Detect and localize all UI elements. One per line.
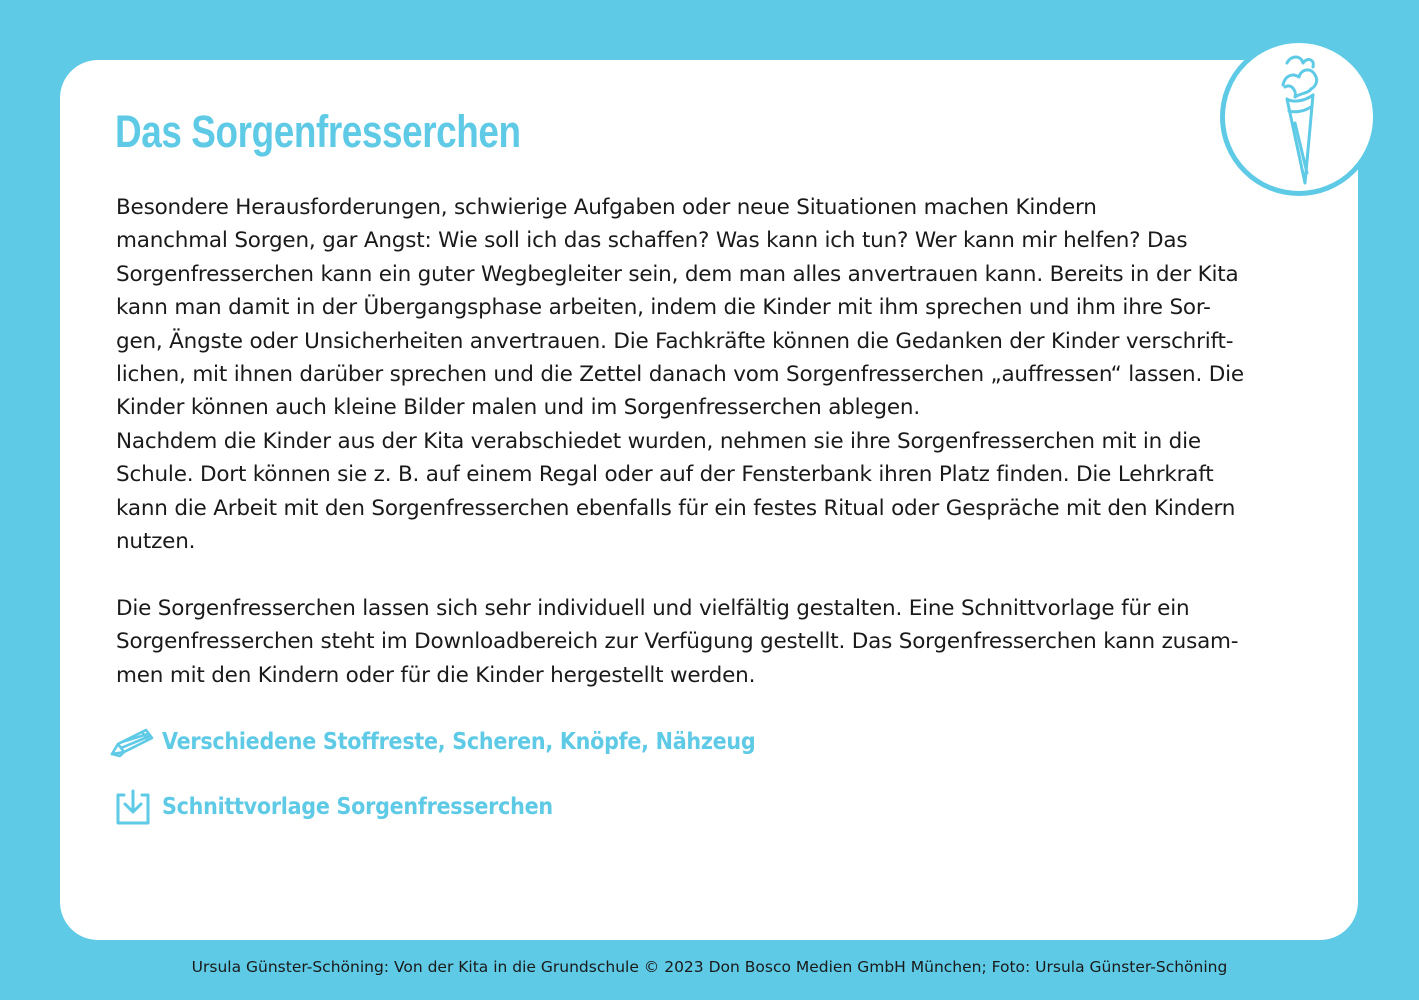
download-link[interactable]: Schnittvorlage Sorgenfresserchen — [162, 794, 553, 820]
paragraph-line: manchmal Sorgen, gar Angst: Wie soll ich das schaffen? Was kann ich tun? Wer kann mir helfen? Das — [116, 228, 1188, 254]
page-title: Das Sorgenfresserchen — [115, 106, 521, 157]
paragraph-line: Sorgenfresserchen steht im Downloadbereich zur Verfügung gestellt. Das Sorgenfresserchen kann zusam- — [116, 629, 1239, 655]
paragraph-line: Kinder können auch kleine Bilder malen und im Sorgenfresserchen ablegen. — [116, 395, 920, 421]
paragraph-line: Nachdem die Kinder aus der Kita verabschiedet wurden, nehmen sie ihre Sorgenfresserchen mit in die — [116, 428, 1201, 454]
download-item[interactable] — [108, 787, 596, 827]
school-cone-icon — [1225, 43, 1373, 191]
paragraph-line: Besondere Herausforderungen, schwierige Aufgaben oder neue Situationen machen Kindern — [116, 195, 1097, 220]
paragraph-line: Schule. Dort können sie z. B. auf einem Regal oder auf der Fensterbank ihren Platz finden. Die Lehrkraft — [116, 462, 1214, 488]
paragraph-gap — [116, 558, 1316, 591]
download-icon[interactable] — [108, 787, 156, 827]
paragraph-line: men mit den Kindern oder für die Kinder hergestellt werden. — [116, 662, 756, 688]
paragraph-line: Die Sorgenfresserchen lassen sich sehr individuell und vielfältig gestalten. Eine Schnittvorlage für ein — [116, 595, 1190, 621]
paragraph-line: kann man damit in der Übergangsphase arbeiten, indem die Kinder mit ihm sprechen und ihm ihre Sor- — [116, 295, 1211, 321]
paragraph-line: kann die Arbeit mit den Sorgenfresserchen ebenfalls für ein festes Ritual oder Gespräche mit den Kindern — [116, 495, 1236, 521]
body-text — [116, 191, 1316, 692]
paragraph-line: lichen, mit ihnen darüber sprechen und die Zettel danach vom Sorgenfresserchen „auffressen“ lassen. Die — [116, 362, 1244, 388]
materials-label: Verschiedene Stoffreste, Scheren, Knöpfe, Nähzeug — [162, 729, 756, 755]
paragraph-line: gen, Ängste oder Unsicherheiten anvertrauen. Die Fachkräfte können die Gedanken der Kinder verschrift- — [116, 328, 1234, 354]
footer-credits: Ursula Günster-Schöning: Von der Kita in die Grundschule © 2023 Don Bosco Medien GmbH München; Foto: Ursula Günster-Schöning — [191, 958, 1228, 976]
pencil-icon — [108, 722, 156, 762]
paragraph-line: nutzen. — [116, 529, 196, 555]
badge-circle — [1220, 38, 1378, 196]
materials-item — [108, 722, 821, 762]
paragraph-line: Sorgenfresserchen kann ein guter Wegbegleiter sein, dem man alles anvertrauen kann. Bereits in der Kita — [116, 261, 1239, 287]
